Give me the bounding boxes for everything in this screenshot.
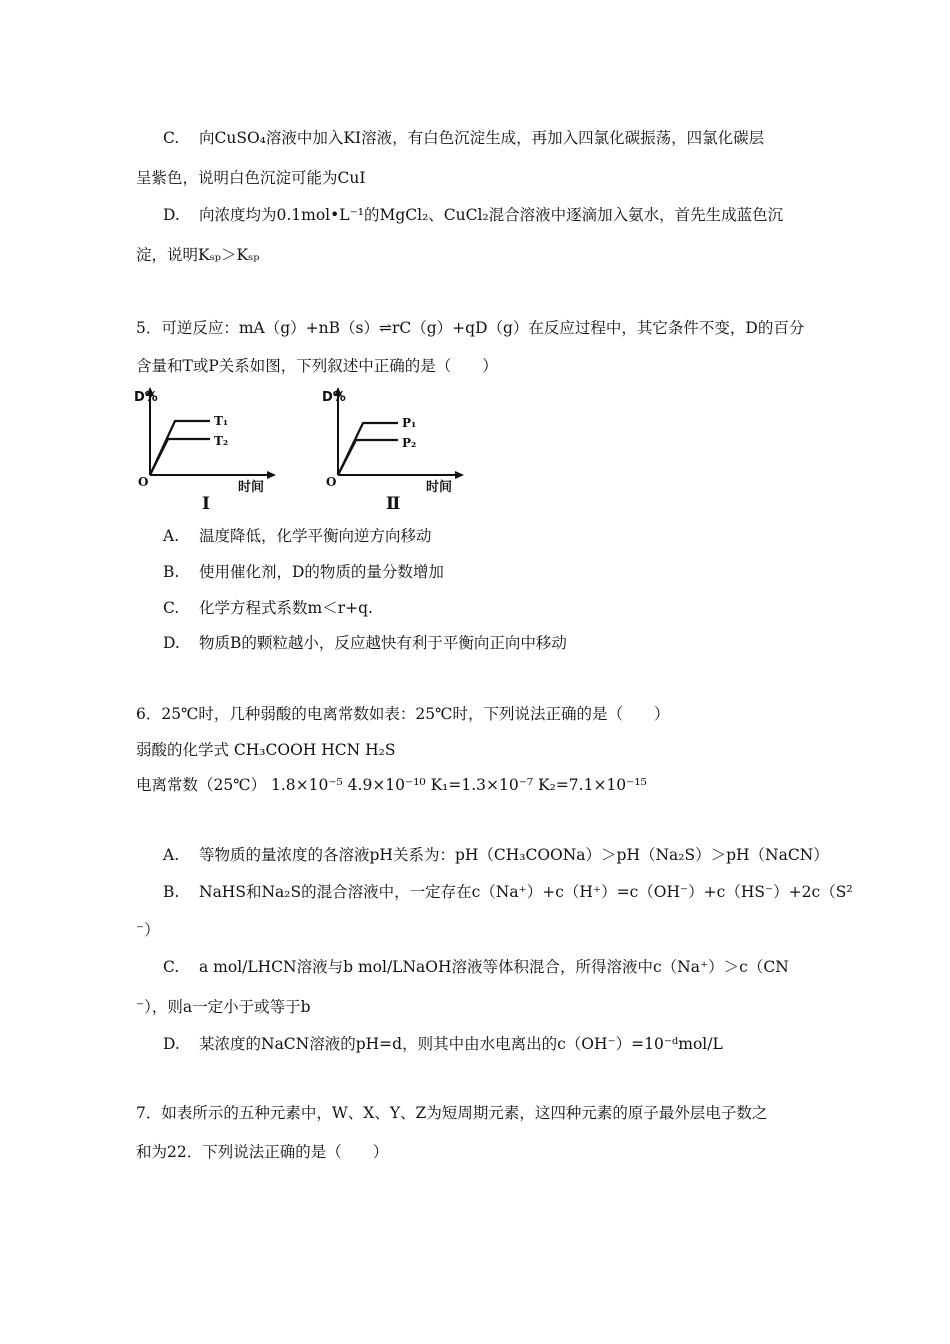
q6-option-b-line2: ⁻） bbox=[136, 921, 160, 939]
q4-option-c-line1 bbox=[163, 128, 764, 148]
option-text: 某浓度的NaCN溶液的pH=d，则其中由水电离出的c（OH⁻）=10⁻ᵈmol/L bbox=[199, 1035, 723, 1053]
chart-1-curve-lower bbox=[150, 439, 210, 475]
chart-2-x-arrow bbox=[455, 471, 464, 479]
q5-option-c bbox=[163, 598, 373, 618]
q7-stem-line2: 和为22．下列说法正确的是（ ） bbox=[136, 1143, 389, 1161]
option-label: A. bbox=[163, 846, 180, 864]
option-label: B. bbox=[163, 883, 180, 901]
option-text: 使用催化剂，D的物质的量分数增加 bbox=[199, 563, 444, 581]
chart-1-curve-upper bbox=[150, 421, 210, 475]
q6-table-row2: 电离常数（25℃） 1.8×10⁻⁵ 4.9×10⁻¹⁰ K₁=1.3×10⁻⁷ K₂=7.1×10⁻¹⁵ bbox=[136, 776, 647, 794]
chart-1-lower-label: T₂ bbox=[214, 434, 229, 448]
option-text: a mol/LHCN溶液与b mol/LNaOH溶液等体积混合，所得溶液中c（Na⁺）＞c（CN bbox=[199, 958, 789, 976]
chart-2 bbox=[322, 387, 464, 514]
option-label: D. bbox=[163, 1035, 180, 1053]
option-label: D. bbox=[163, 634, 180, 652]
option-text: 化学方程式系数m＜r+q. bbox=[199, 599, 373, 617]
chart-1 bbox=[134, 387, 276, 514]
q6-option-c-line2: ⁻），则a一定小于或等于b bbox=[136, 998, 311, 1016]
chart-1-origin: O bbox=[138, 475, 149, 489]
q6-option-d bbox=[163, 1034, 723, 1054]
option-text: 物质B的颗粒越小，反应越快有利于平衡向正向中移动 bbox=[199, 634, 567, 652]
option-label: D. bbox=[163, 206, 180, 224]
q5-stem-line2: 含量和T或P关系如图，下列叙述中正确的是（ ） bbox=[136, 357, 498, 375]
q6-option-a bbox=[163, 845, 829, 865]
chart-2-xlabel: 时间 bbox=[426, 480, 453, 495]
chart-2-origin: O bbox=[326, 475, 337, 489]
q4-option-c-line2: 呈紫色，说明白色沉淀可能为CuI bbox=[136, 169, 366, 187]
chart-1-x-arrow bbox=[267, 471, 276, 479]
q5-option-a bbox=[163, 526, 432, 546]
option-text: 温度降低，化学平衡向逆方向移动 bbox=[199, 527, 432, 545]
chart-2-numeral: Ⅱ bbox=[386, 494, 401, 514]
option-label: C. bbox=[163, 129, 180, 147]
chart-1-xlabel: 时间 bbox=[238, 480, 265, 495]
option-label: C. bbox=[163, 958, 180, 976]
chart-2-upper-label: P₁ bbox=[402, 416, 417, 430]
chart-2-lower-label: P₂ bbox=[402, 436, 417, 450]
option-text: NaHS和Na₂S的混合溶液中，一定存在c（Na⁺）+c（H⁺）=c（OH⁻）+c（HS⁻）+2c（S² bbox=[199, 883, 853, 901]
q6-stem: 6．25℃时，几种弱酸的电离常数如表：25℃时，下列说法正确的是（ ） bbox=[136, 705, 670, 723]
q6-option-b-line1 bbox=[163, 882, 853, 902]
q6-option-c-line1 bbox=[163, 957, 789, 977]
option-label: A. bbox=[163, 527, 180, 545]
q7-stem-line1: 7．如表所示的五种元素中，W、X、Y、Z为短周期元素，这四种元素的原子最外层电子数之 bbox=[136, 1104, 768, 1122]
chart-2-curve-lower bbox=[338, 440, 398, 475]
q5-stem-line1: 5．可逆反应：mA（g）+nB（s）⇌rC（g）+qD（g）在反应过程中，其它条件不变，D的百分 bbox=[136, 319, 805, 337]
q6-table-row1: 弱酸的化学式 CH₃COOH HCN H₂S bbox=[136, 741, 396, 759]
q4-option-d-line1 bbox=[163, 205, 783, 225]
q5-option-b bbox=[163, 562, 444, 582]
option-label: C. bbox=[163, 599, 180, 617]
option-text: 等物质的量浓度的各溶液pH关系为：pH（CH₃COONa）＞pH（Na₂S）＞pH（NaCN） bbox=[199, 846, 829, 864]
option-text: 向浓度均为0.1mol•L⁻¹的MgCl₂、CuCl₂混合溶液中逐滴加入氨水，首先生成蓝色沉 bbox=[199, 206, 784, 224]
chart-2-curve-upper bbox=[338, 423, 398, 475]
chart-1-ylabel: D% bbox=[134, 390, 158, 405]
chart-2-ylabel: D% bbox=[322, 390, 346, 405]
option-text: 向CuSO₄溶液中加入KI溶液，有白色沉淀生成，再加入四氯化碳振荡，四氯化碳层 bbox=[199, 129, 765, 147]
q4-option-d-line2: 淀，说明Kₛₚ＞Kₛₚ bbox=[136, 246, 260, 264]
option-label: B. bbox=[163, 563, 180, 581]
chart-1-numeral: Ⅰ bbox=[202, 494, 210, 514]
q5-option-d bbox=[163, 633, 567, 653]
q5-figure-svg bbox=[130, 383, 490, 513]
chart-1-upper-label: T₁ bbox=[214, 414, 229, 428]
q5-figure bbox=[130, 383, 490, 513]
